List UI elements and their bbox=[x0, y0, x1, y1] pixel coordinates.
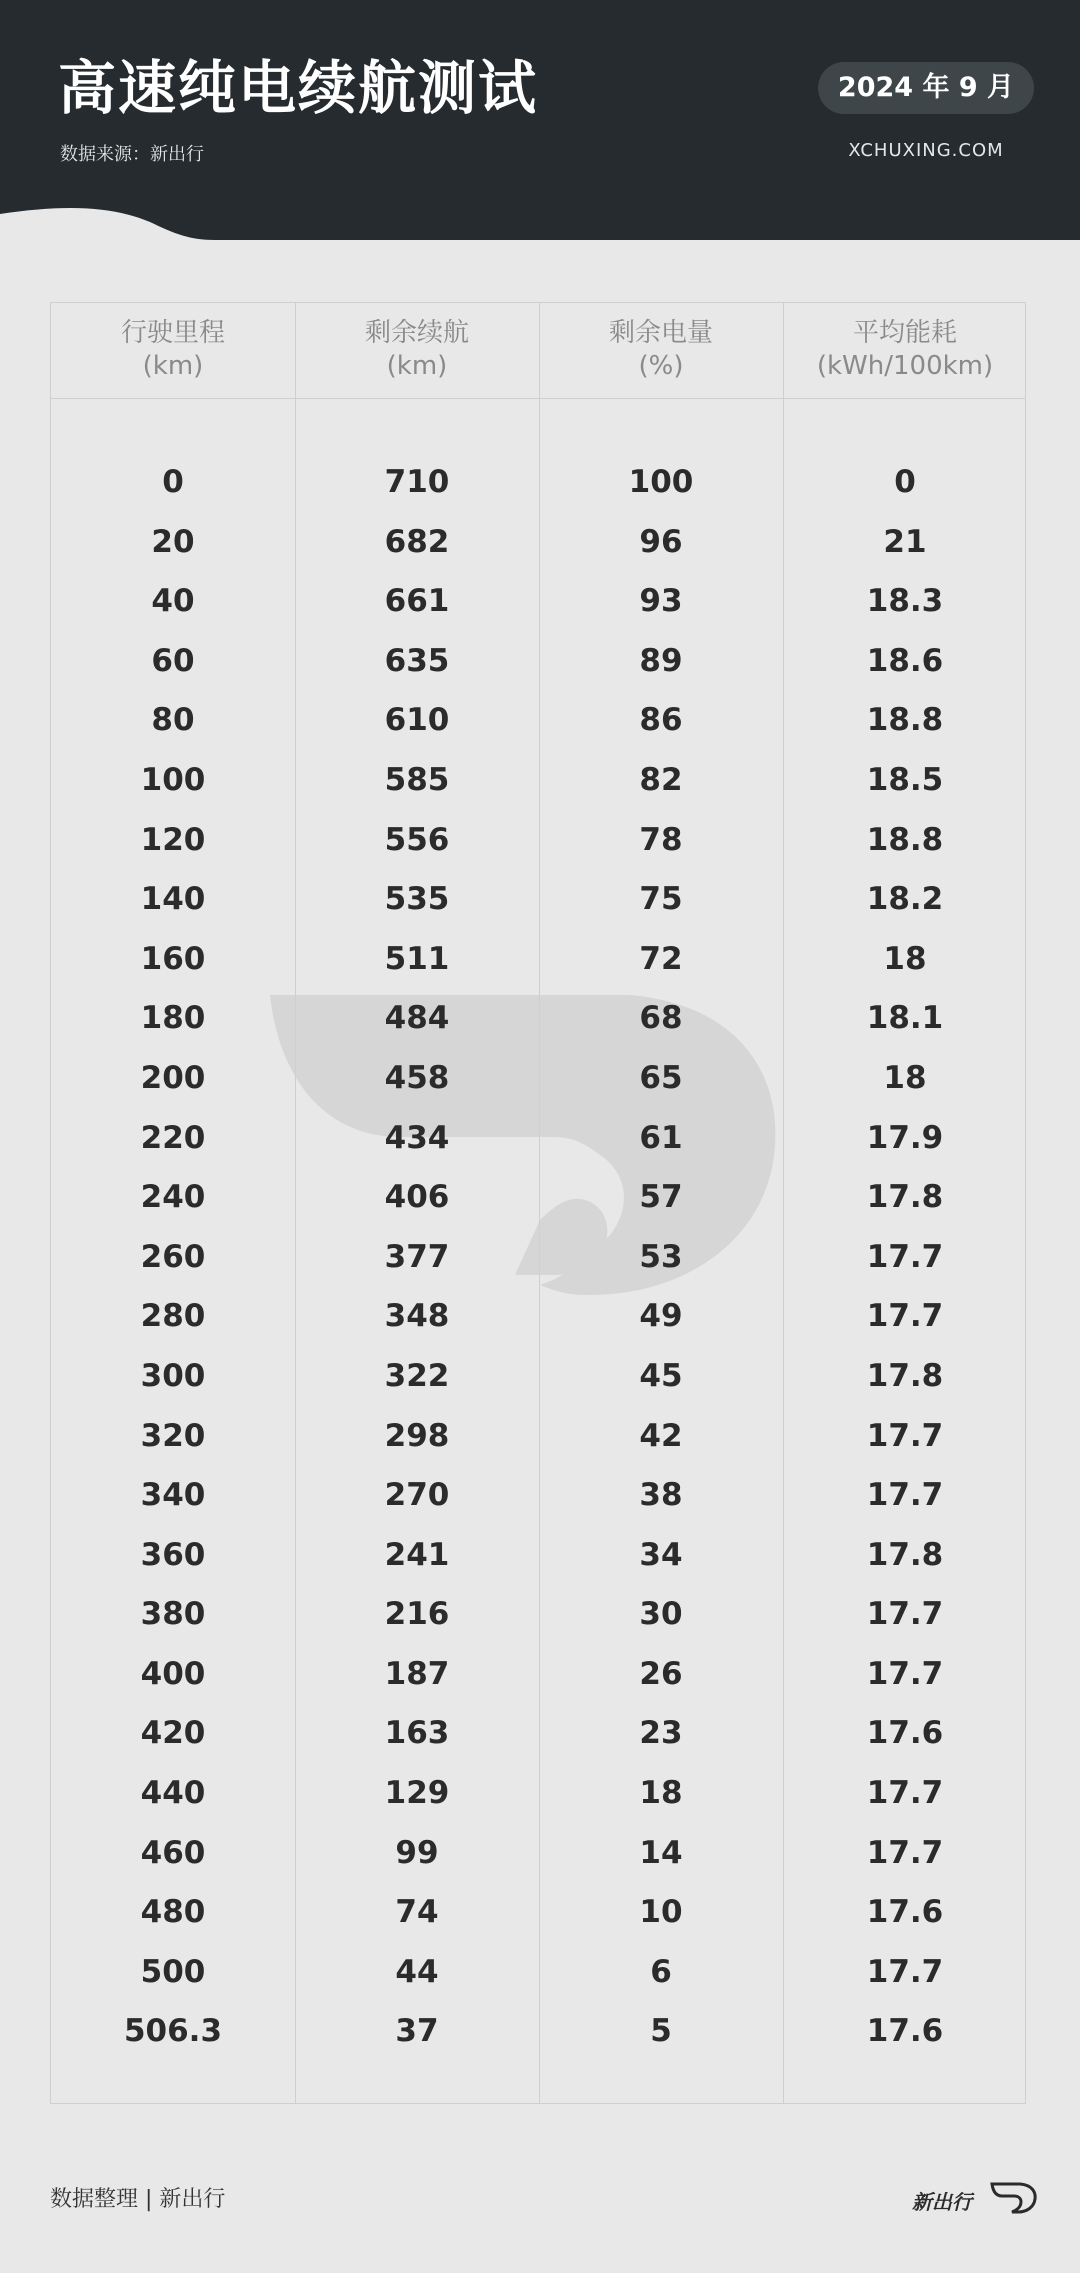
cell-remaining-range: 406 bbox=[384, 1179, 450, 1216]
header-divider bbox=[51, 398, 1025, 399]
column-header-name: 剩余续航 bbox=[364, 318, 469, 348]
table-row bbox=[51, 1109, 1025, 1169]
cell-remaining-range: 129 bbox=[384, 1775, 450, 1812]
cell-remaining-range: 585 bbox=[384, 761, 450, 798]
cell-remaining-range: 163 bbox=[384, 1715, 450, 1752]
cell-avg-consumption: 18.1 bbox=[866, 1000, 944, 1037]
cell-remaining-charge: 65 bbox=[639, 1059, 683, 1096]
cell-avg-consumption: 17.7 bbox=[866, 1834, 944, 1871]
cell-mileage: 240 bbox=[140, 1179, 206, 1216]
cell-remaining-range: 37 bbox=[395, 2013, 439, 2050]
date-badge: 2024 年 9 月 bbox=[818, 62, 1034, 114]
cell-avg-consumption: 17.7 bbox=[866, 1298, 944, 1335]
cell-mileage: 500 bbox=[140, 1953, 206, 1990]
table-row bbox=[51, 1347, 1025, 1407]
cell-remaining-charge: 14 bbox=[639, 1834, 683, 1871]
cell-remaining-charge: 42 bbox=[639, 1417, 683, 1454]
cell-remaining-charge: 78 bbox=[639, 821, 683, 858]
cell-mileage: 20 bbox=[151, 523, 195, 560]
cell-avg-consumption: 17.8 bbox=[866, 1179, 944, 1216]
cell-remaining-charge: 96 bbox=[639, 523, 683, 560]
cell-mileage: 480 bbox=[140, 1894, 206, 1931]
cell-remaining-charge: 26 bbox=[639, 1655, 683, 1692]
cell-remaining-range: 556 bbox=[384, 821, 450, 858]
cell-avg-consumption: 17.6 bbox=[866, 1715, 944, 1752]
cell-remaining-range: 710 bbox=[384, 464, 450, 500]
cell-mileage: 160 bbox=[140, 940, 206, 977]
cell-mileage: 506.3 bbox=[123, 2013, 223, 2050]
cell-avg-consumption: 17.7 bbox=[866, 1238, 944, 1275]
cell-mileage: 420 bbox=[140, 1715, 206, 1752]
table-row bbox=[51, 1407, 1025, 1467]
cell-remaining-range: 241 bbox=[384, 1536, 450, 1573]
cell-remaining-range: 511 bbox=[384, 940, 450, 977]
cell-remaining-charge: 45 bbox=[639, 1357, 683, 1394]
cell-mileage: 80 bbox=[151, 702, 195, 739]
column-header-unit: (%) bbox=[638, 351, 684, 381]
cell-avg-consumption: 21 bbox=[883, 523, 927, 560]
cell-remaining-range: 434 bbox=[384, 1119, 450, 1156]
table-row bbox=[51, 1585, 1025, 1645]
table-row bbox=[51, 1645, 1025, 1705]
cell-avg-consumption: 18.3 bbox=[866, 583, 944, 620]
cell-mileage: 400 bbox=[140, 1655, 206, 1692]
column-header-remaining-charge bbox=[539, 317, 783, 383]
page-title: 高速纯电续航测试 bbox=[58, 54, 539, 122]
table-row bbox=[51, 1824, 1025, 1884]
site-url: XCHUXING.COM bbox=[848, 140, 1004, 161]
cell-avg-consumption: 17.7 bbox=[866, 1477, 944, 1514]
footer-logo bbox=[912, 2178, 1040, 2218]
column-header-unit: (kWh/100km) bbox=[816, 351, 994, 381]
cell-mileage: 0 bbox=[162, 464, 184, 500]
cell-remaining-range: 74 bbox=[395, 1894, 439, 1931]
table-row bbox=[51, 751, 1025, 811]
cell-remaining-charge: 72 bbox=[639, 940, 683, 977]
cell-remaining-charge: 57 bbox=[639, 1179, 683, 1216]
cell-mileage: 380 bbox=[140, 1596, 206, 1633]
cell-remaining-charge: 93 bbox=[639, 583, 683, 620]
cell-mileage: 340 bbox=[140, 1477, 206, 1514]
cell-remaining-range: 270 bbox=[384, 1477, 450, 1514]
cell-remaining-range: 535 bbox=[384, 881, 450, 918]
cell-mileage: 360 bbox=[140, 1536, 206, 1573]
cell-remaining-charge: 38 bbox=[639, 1477, 683, 1514]
footer-logo-text: 新出行 bbox=[912, 2190, 972, 2214]
table-row bbox=[51, 2002, 1025, 2062]
cell-remaining-range: 216 bbox=[384, 1596, 450, 1633]
table-row bbox=[51, 691, 1025, 751]
cell-mileage: 200 bbox=[140, 1059, 206, 1096]
table-row bbox=[51, 811, 1025, 871]
cell-mileage: 280 bbox=[140, 1298, 206, 1335]
table-row bbox=[51, 1764, 1025, 1824]
cell-remaining-charge: 89 bbox=[639, 642, 683, 679]
cell-remaining-charge: 86 bbox=[639, 702, 683, 739]
cell-avg-consumption: 18.8 bbox=[866, 702, 944, 739]
cell-mileage: 260 bbox=[140, 1238, 206, 1275]
cell-avg-consumption: 17.7 bbox=[866, 1417, 944, 1454]
cell-avg-consumption: 17.6 bbox=[866, 2013, 944, 2050]
cell-mileage: 300 bbox=[140, 1357, 206, 1394]
cell-remaining-range: 44 bbox=[395, 1953, 439, 1990]
cell-remaining-range: 99 bbox=[395, 1834, 439, 1871]
footer-credit: 数据整理 | 新出行 bbox=[50, 2187, 226, 2212]
table-row bbox=[51, 572, 1025, 632]
table-row bbox=[51, 930, 1025, 990]
table-row bbox=[51, 453, 1025, 513]
table-row bbox=[51, 870, 1025, 930]
xinchuxing-logo-icon bbox=[988, 2180, 1038, 2216]
column-header-name: 剩余电量 bbox=[608, 318, 713, 348]
cell-remaining-charge: 6 bbox=[650, 1953, 672, 1990]
cell-avg-consumption: 17.7 bbox=[866, 1596, 944, 1633]
cell-mileage: 320 bbox=[140, 1417, 206, 1454]
header-banner bbox=[0, 0, 1080, 240]
column-header-name: 行驶里程 bbox=[120, 318, 225, 348]
cell-avg-consumption: 18.2 bbox=[866, 881, 944, 918]
cell-avg-consumption: 0 bbox=[894, 464, 916, 500]
cell-avg-consumption: 18.6 bbox=[866, 642, 944, 679]
cell-remaining-charge: 30 bbox=[639, 1596, 683, 1633]
cell-mileage: 140 bbox=[140, 881, 206, 918]
data-source-label: 数据来源：新出行 bbox=[60, 144, 204, 165]
column-header-unit: (km) bbox=[386, 351, 448, 381]
cell-remaining-range: 322 bbox=[384, 1357, 450, 1394]
cell-avg-consumption: 17.7 bbox=[866, 1655, 944, 1692]
cell-remaining-charge: 82 bbox=[639, 761, 683, 798]
cell-remaining-charge: 61 bbox=[639, 1119, 683, 1156]
cell-remaining-range: 635 bbox=[384, 642, 450, 679]
cell-remaining-charge: 34 bbox=[639, 1536, 683, 1573]
cell-avg-consumption: 17.6 bbox=[866, 1894, 944, 1931]
cell-avg-consumption: 17.8 bbox=[866, 1536, 944, 1573]
table-row bbox=[51, 1168, 1025, 1228]
cell-mileage: 220 bbox=[140, 1119, 206, 1156]
cell-remaining-range: 348 bbox=[384, 1298, 450, 1335]
data-table bbox=[50, 302, 1026, 2104]
table-row bbox=[51, 1287, 1025, 1347]
table-row bbox=[51, 1228, 1025, 1288]
cell-remaining-range: 484 bbox=[384, 1000, 450, 1037]
cell-remaining-range: 610 bbox=[384, 702, 450, 739]
cell-avg-consumption: 17.7 bbox=[866, 1953, 944, 1990]
cell-remaining-range: 661 bbox=[384, 583, 450, 620]
table-row bbox=[51, 1704, 1025, 1764]
cell-remaining-range: 187 bbox=[384, 1655, 450, 1692]
cell-avg-consumption: 17.7 bbox=[866, 1775, 944, 1812]
cell-remaining-range: 298 bbox=[384, 1417, 450, 1454]
cell-avg-consumption: 18 bbox=[883, 940, 927, 977]
cell-remaining-charge: 53 bbox=[639, 1238, 683, 1275]
cell-remaining-charge: 5 bbox=[650, 2013, 672, 2050]
column-header-mileage bbox=[51, 317, 295, 383]
cell-avg-consumption: 18.5 bbox=[866, 761, 944, 798]
cell-avg-consumption: 18.8 bbox=[866, 821, 944, 858]
cell-remaining-charge: 18 bbox=[639, 1775, 683, 1812]
cell-mileage: 100 bbox=[140, 761, 206, 798]
cell-remaining-charge: 75 bbox=[639, 881, 683, 918]
table-row bbox=[51, 989, 1025, 1049]
cell-mileage: 60 bbox=[151, 642, 195, 679]
cell-remaining-charge: 49 bbox=[639, 1298, 683, 1335]
cell-avg-consumption: 17.9 bbox=[866, 1119, 944, 1156]
cell-remaining-range: 377 bbox=[384, 1238, 450, 1275]
table-row bbox=[51, 513, 1025, 573]
cell-remaining-charge: 10 bbox=[639, 1894, 683, 1931]
cell-avg-consumption: 17.8 bbox=[866, 1357, 944, 1394]
table-row bbox=[51, 1883, 1025, 1943]
cell-avg-consumption: 18 bbox=[883, 1059, 927, 1096]
table-body bbox=[51, 453, 1025, 2062]
cell-mileage: 120 bbox=[140, 821, 206, 858]
cell-mileage: 440 bbox=[140, 1775, 206, 1812]
table-row bbox=[51, 1466, 1025, 1526]
cell-remaining-charge: 23 bbox=[639, 1715, 683, 1752]
cell-mileage: 180 bbox=[140, 1000, 206, 1037]
column-header-unit: (km) bbox=[142, 351, 204, 381]
cell-remaining-charge: 100 bbox=[628, 464, 694, 500]
table-row bbox=[51, 1049, 1025, 1109]
column-header-avg-consumption bbox=[783, 317, 1027, 383]
cell-remaining-range: 682 bbox=[384, 523, 450, 560]
column-header-name: 平均能耗 bbox=[852, 318, 957, 348]
table-row bbox=[51, 632, 1025, 692]
cell-mileage: 460 bbox=[140, 1834, 206, 1871]
cell-mileage: 40 bbox=[151, 583, 195, 620]
table-row bbox=[51, 1943, 1025, 2003]
cell-remaining-charge: 68 bbox=[639, 1000, 683, 1037]
cell-remaining-range: 458 bbox=[384, 1059, 450, 1096]
column-header-remaining-range bbox=[295, 317, 539, 383]
table-row bbox=[51, 1526, 1025, 1586]
